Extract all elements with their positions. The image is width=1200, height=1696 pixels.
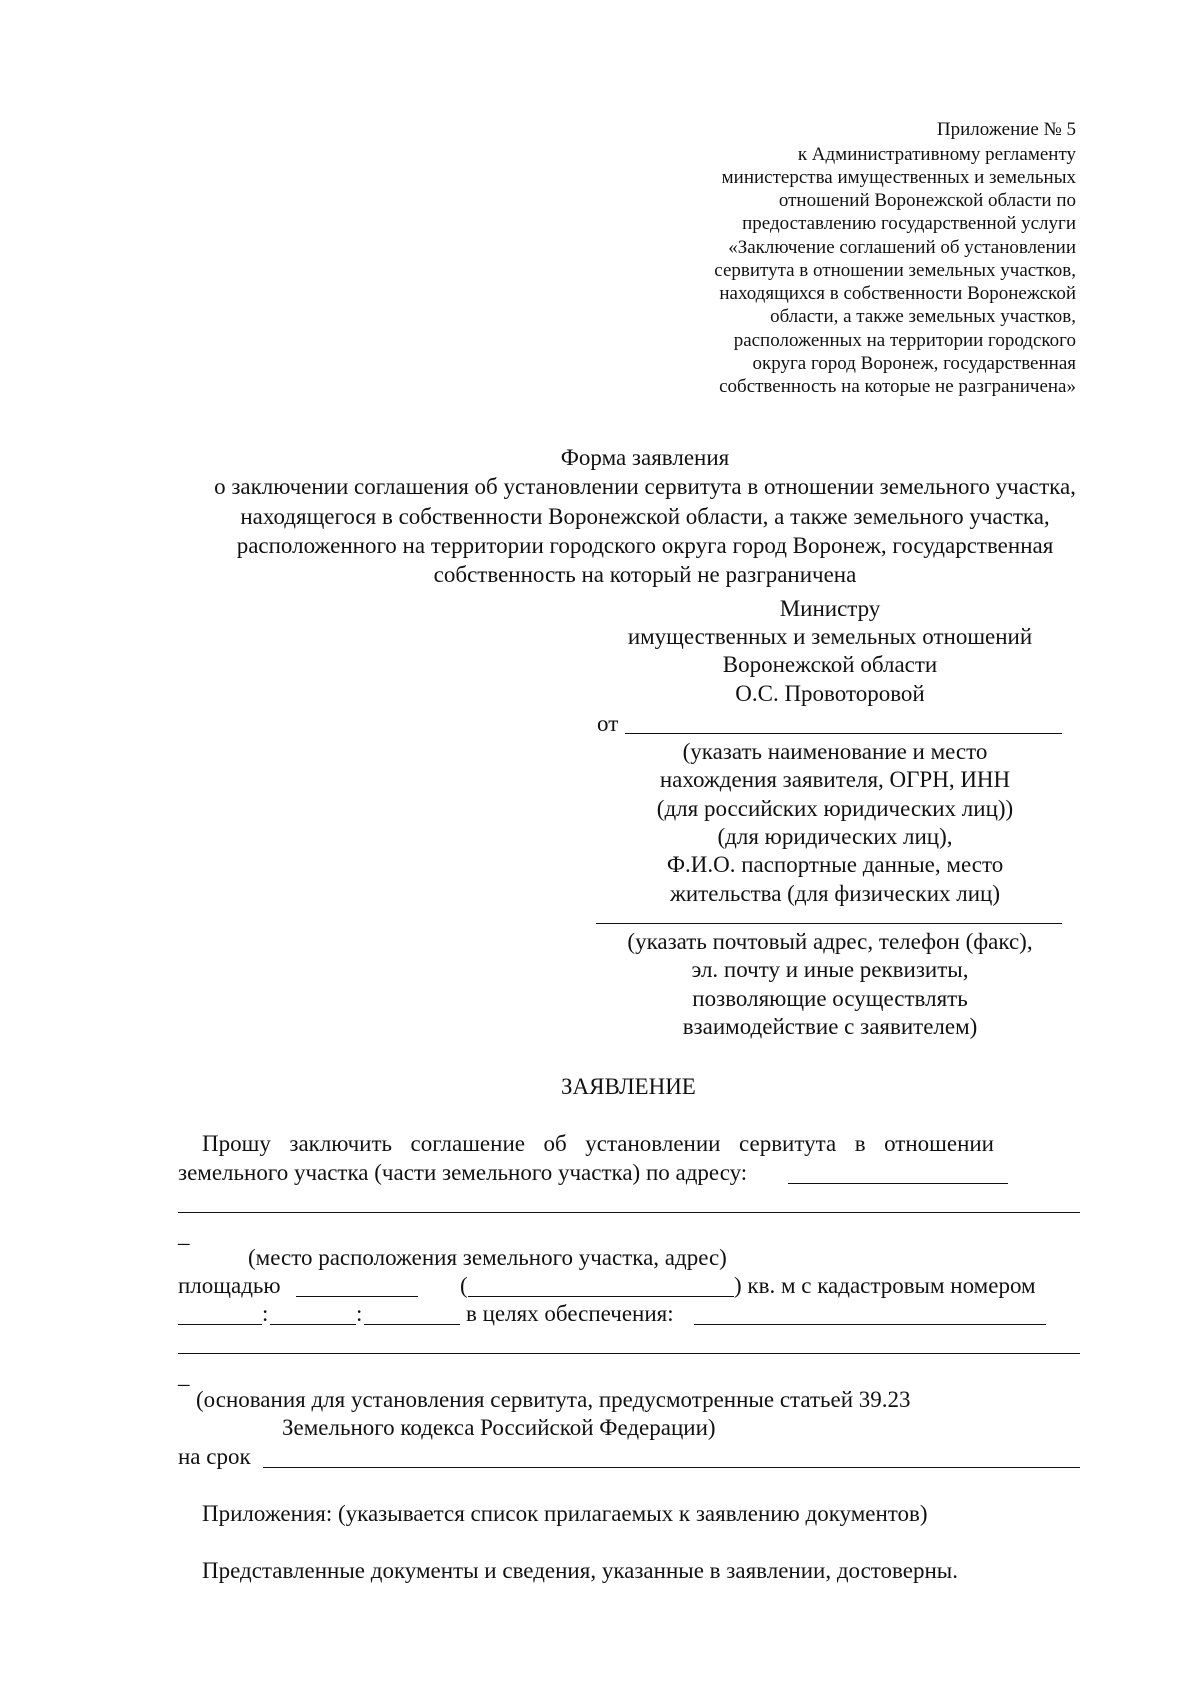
addressee-line: имущественных и земельных отношений [627,624,1033,649]
area-number-field[interactable] [296,1296,418,1297]
appendix-line: министерства имущественных и земельных [721,167,1076,188]
paren-open: ( [460,1273,468,1298]
appendix-line: расположенных на территории городского [733,330,1076,351]
addressee-line: Министру [779,596,881,621]
from-label: от [597,711,619,736]
purpose-continuation-field[interactable] [178,1353,1080,1354]
applicant-hint-line: (для российских юридических лиц)) [656,796,1014,821]
form-title-line: находящегося в собственности Воронежской области, а также земельного участка, [240,504,1050,529]
applicant-hint-line: Ф.И.О. паспортные данные, место [666,852,1004,877]
addressee-line: О.С. Провоторовой [735,681,925,706]
applicant-contact-field[interactable] [596,923,1062,924]
purpose-field[interactable] [694,1324,1046,1325]
cadastral-field-2[interactable] [270,1324,356,1325]
appendix-line: к Административному регламенту [797,144,1076,165]
basis-hint-line: (основания для установления сервитута, предусмотренные статьей 39.23 [196,1387,911,1412]
form-title-line: о заключении соглашения об установлении сервитута в отношении земельного участка, [214,474,1076,499]
addressee-line: Воронежской области [722,652,938,677]
appendix-line: сервитута в отношении земельных участков, [714,260,1076,281]
basis-hint-line: Земельного кодекса Российской Федерации) [282,1415,716,1440]
contact-hint-line: (указать почтовый адрес, телефон (факс), [627,929,1033,954]
appendix-line: находящихся в собственности Воронежской [719,283,1076,304]
request-text-line: Прошу заключить соглашение об установлении сервитута в отношении [202,1131,994,1156]
appendix-line: собственность на которые не разграничена» [719,376,1076,397]
certification-text: Представленные документы и сведения, указанные в заявлении, достоверны. [202,1558,959,1583]
term-label: на срок [178,1444,251,1469]
address-field[interactable] [788,1183,1008,1184]
dash-mark: _ [178,1363,190,1388]
appendix-line: округа город Воронеж, государственная [752,353,1076,374]
form-title-line: Форма заявления [560,445,730,470]
applicant-hint-line: (указать наименование и место [682,739,988,764]
appendix-line: «Заключение соглашений об установлении [728,237,1076,258]
statement-heading: ЗАЯВЛЕНИЕ [561,1074,696,1099]
contact-hint-line: позволяющие осуществлять [692,986,968,1011]
applicant-hint-line: (для юридических лиц), [717,824,953,849]
term-field[interactable] [263,1467,1080,1468]
appendix-line: отношений Воронежской области по [778,190,1076,211]
appendix-line: области, а также земельных участков, [770,306,1076,327]
cadastral-colon: : [262,1301,269,1326]
dash-mark: _ [178,1222,190,1247]
contact-hint-line: взаимодействие с заявителем) [682,1014,978,1039]
request-text-line: земельного участка (части земельного участка) по адресу: [178,1160,748,1185]
form-title-line: расположенного на территории городского округа город Воронеж, государственная [236,533,1054,558]
applicant-hint-line: нахождения заявителя, ОГРН, ИНН [659,767,1011,792]
address-continuation-field[interactable] [178,1212,1080,1213]
area-label: площадью [178,1273,281,1298]
location-hint: (место расположения земельного участка, адрес) [248,1245,727,1270]
applicant-hint-line: жительства (для физических лиц) [669,881,1001,906]
cadastral-colon: : [356,1301,363,1326]
appendix-line: Приложение № 5 [936,119,1076,140]
applicant-name-field[interactable] [625,733,1062,734]
contact-hint-line: эл. почту и иные реквизиты, [691,957,969,982]
attachments-text: Приложения: (указывается список прилагаемых к заявлению документов) [202,1501,928,1526]
cadastral-field-3[interactable] [364,1324,460,1325]
area-suffix: ) кв. м с кадастровым номером [734,1273,1036,1298]
form-title-line: собственность на который не разграничена [433,562,857,587]
cadastral-field-1[interactable] [178,1324,262,1325]
area-words-field[interactable] [468,1296,734,1297]
appendix-line: предоставлению государственной услуги [742,213,1076,234]
purpose-label: в целях обеспечения: [466,1301,674,1326]
